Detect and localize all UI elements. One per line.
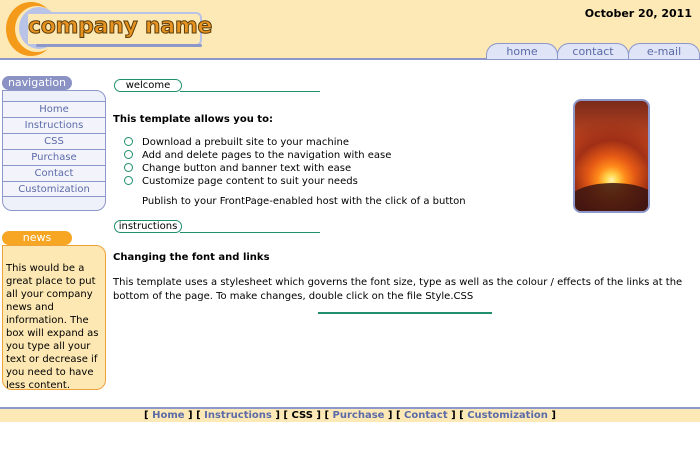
nav-item-css[interactable]: CSS bbox=[3, 133, 105, 149]
section-body: This template uses a stylesheet which governs the font size, type as well as the colour / effects of the links at the bottom of the page. To make changes, double click on the file Style.CSS bbox=[113, 277, 683, 302]
tab-contact[interactable]: contact bbox=[557, 43, 629, 59]
header-banner bbox=[0, 0, 700, 60]
feature-text: Download a prebuilt site to your machine bbox=[142, 137, 350, 148]
news-box: This would be a great place to put all your company news and information. The box will expand as you type all your text or decrease if you need to have less content. bbox=[2, 245, 106, 390]
list-item bbox=[122, 149, 466, 162]
content-divider bbox=[318, 312, 492, 314]
instructions-rule bbox=[180, 232, 320, 233]
bullet-icon bbox=[124, 163, 133, 172]
nav-item-customization[interactable]: Customization bbox=[3, 181, 105, 197]
footer-current-css: CSS bbox=[291, 410, 313, 421]
logo-underline bbox=[36, 44, 202, 47]
logo-text: company name bbox=[28, 14, 213, 39]
list-item bbox=[122, 162, 466, 175]
feature-text: Change button and banner text with ease bbox=[142, 163, 352, 174]
navigation-menu bbox=[2, 90, 106, 211]
footer-link-customization[interactable]: Customization bbox=[467, 410, 548, 421]
nav-item-purchase[interactable]: Purchase bbox=[3, 149, 105, 165]
top-tabs bbox=[487, 43, 700, 60]
sunset-image bbox=[573, 99, 650, 213]
footer-link-instructions[interactable]: Instructions bbox=[204, 410, 272, 421]
feature-text: Add and delete pages to the navigation with ease bbox=[142, 150, 392, 161]
date-label: October 20, 2011 bbox=[584, 7, 692, 20]
navigation-heading: navigation bbox=[2, 76, 72, 90]
tab-e-mail[interactable]: e-mail bbox=[628, 43, 700, 59]
nav-item-contact[interactable]: Contact bbox=[3, 165, 105, 181]
footer-link-purchase[interactable]: Purchase bbox=[332, 410, 385, 421]
list-item bbox=[122, 136, 466, 149]
intro-text: This template allows you to: bbox=[113, 114, 273, 125]
sunset-silhouette bbox=[573, 183, 650, 213]
footer-links: [ Home ] [ Instructions ] [ CSS ] [ Purchase ] [ Contact ] [ Customization ] bbox=[0, 407, 700, 422]
list-item bbox=[122, 175, 466, 188]
list-item bbox=[122, 195, 466, 208]
footer-link-home[interactable]: Home bbox=[152, 410, 185, 421]
section-heading: Changing the font and links bbox=[113, 252, 270, 263]
company-logo[interactable] bbox=[6, 2, 213, 56]
feature-text: Customize page content to suit your needs bbox=[142, 176, 358, 187]
nav-item-home[interactable]: Home bbox=[3, 101, 105, 117]
nav-item-instructions[interactable]: Instructions bbox=[3, 117, 105, 133]
bullet-icon bbox=[124, 176, 133, 185]
instructions-label: instructions bbox=[114, 220, 182, 233]
news-heading: news bbox=[2, 231, 72, 245]
feature-text: Publish to your FrontPage-enabled host with the click of a button bbox=[142, 196, 466, 207]
bullet-icon bbox=[124, 150, 133, 159]
feature-list bbox=[122, 136, 466, 208]
tab-home[interactable]: home bbox=[486, 43, 558, 59]
welcome-label: welcome bbox=[114, 79, 182, 92]
welcome-rule bbox=[180, 91, 320, 92]
bullet-icon bbox=[124, 137, 133, 146]
footer-link-contact[interactable]: Contact bbox=[404, 410, 448, 421]
